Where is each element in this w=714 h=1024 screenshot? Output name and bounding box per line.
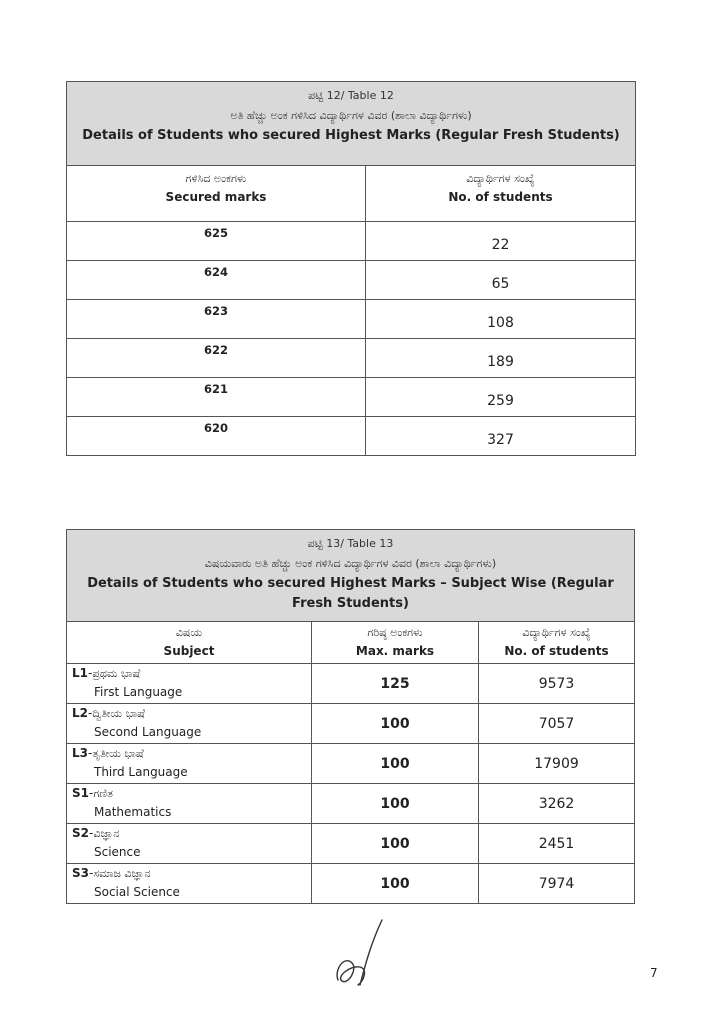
secured-marks-cell: 624 bbox=[67, 261, 366, 300]
subject-name-english: First Language bbox=[94, 685, 183, 699]
table-13-subtitle-kannada: ವಿಷಯವಾರು ಅತಿ ಹೆಚ್ಚು ಅಂಕ ಗಳಿಸಿದ ವಿದ್ಯಾರ್ಥಿಗಳ ವಿವರ (ಶಾಲಾ ವಿದ್ಯಾರ್ಥಿಗಳು) bbox=[204, 557, 497, 570]
max-marks-cell: 100 bbox=[312, 824, 479, 864]
table-row bbox=[67, 864, 635, 904]
students-count-cell: 2451 bbox=[479, 824, 635, 864]
table-12 bbox=[66, 81, 636, 456]
subject-name-english: Third Language bbox=[94, 765, 188, 779]
subject-code: L2 bbox=[72, 706, 88, 720]
students-count-cell: 259 bbox=[366, 378, 636, 417]
table-row bbox=[67, 378, 636, 417]
students-count-cell: 7974 bbox=[479, 864, 635, 904]
subject-cell: L3-ತೃತೀಯ ಭಾಷೆ Third Language bbox=[67, 744, 312, 784]
subject-name-kannada: ತೃತೀಯ ಭಾಷೆ bbox=[92, 747, 144, 760]
table-row bbox=[67, 300, 636, 339]
table-12-title-english: Details of Students who secured Highest Marks (Regular Fresh Students) bbox=[82, 128, 620, 143]
subject-code: L3 bbox=[72, 746, 88, 760]
table-row bbox=[67, 339, 636, 378]
table-13-header-max-marks bbox=[312, 622, 479, 664]
subject-name-kannada: ಗಣಿತ bbox=[93, 787, 113, 800]
students-count-cell: 189 bbox=[366, 339, 636, 378]
subject-code: S1 bbox=[72, 786, 89, 800]
table-row bbox=[67, 261, 636, 300]
header-subject-kannada: ವಿಷಯ bbox=[175, 626, 203, 639]
subject-code: L1 bbox=[72, 666, 88, 680]
secured-marks-cell: 623 bbox=[67, 300, 366, 339]
subject-name-kannada: ದ್ವಿತೀಯ ಭಾಷೆ bbox=[92, 707, 146, 720]
subject-name-english: Science bbox=[94, 845, 141, 859]
signature-image bbox=[330, 915, 390, 990]
header-max-marks-kannada: ಗರಿಷ್ಠ ಅಂಕಗಳು bbox=[367, 626, 423, 639]
table-13-caption bbox=[67, 530, 635, 622]
header-students-english: No. of students bbox=[448, 190, 553, 204]
table-12-caption bbox=[67, 82, 636, 166]
table-row bbox=[67, 222, 636, 261]
table-row bbox=[67, 417, 636, 456]
max-marks-cell: 100 bbox=[312, 704, 479, 744]
header-max-marks-english: Max. marks bbox=[355, 644, 435, 658]
table-12-title: ಪಟ್ಟಿ 12/ Table 12 bbox=[308, 89, 394, 102]
subject-cell: S2-ವಿಜ್ಞಾನ Science bbox=[67, 824, 312, 864]
subject-name-english: Second Language bbox=[94, 725, 202, 739]
table-12-header-students bbox=[366, 166, 636, 222]
subject-name-kannada: ವಿಜ್ಞಾನ bbox=[93, 827, 120, 840]
table-13 bbox=[66, 529, 635, 904]
secured-marks-cell: 625 bbox=[67, 222, 366, 261]
subject-code: S3 bbox=[72, 866, 89, 880]
max-marks-cell: 125 bbox=[312, 664, 479, 704]
table-13-header-subject bbox=[67, 622, 312, 664]
table-13-title: ಪಟ್ಟಿ 13/ Table 13 bbox=[307, 537, 394, 550]
subject-cell: S3-ಸಮಾಜ ವಿಜ್ಞಾನ Social Science bbox=[67, 864, 312, 904]
subject-cell: S1-ಗಣಿತ Mathematics bbox=[67, 784, 312, 824]
secured-marks-cell: 620 bbox=[67, 417, 366, 456]
students-count-cell: 3262 bbox=[479, 784, 635, 824]
page-number: 7 bbox=[650, 966, 658, 980]
header-subject-english: Subject bbox=[163, 644, 215, 658]
students-count-cell: 17909 bbox=[479, 744, 635, 784]
subject-name-kannada: ಸಮಾಜ ವಿಜ್ಞಾನ bbox=[93, 867, 151, 880]
subject-name-english: Social Science bbox=[94, 885, 180, 899]
table-12-header-marks bbox=[67, 166, 366, 222]
table-row bbox=[67, 744, 635, 784]
max-marks-cell: 100 bbox=[312, 784, 479, 824]
table-12-subtitle-kannada: ಅತಿ ಹೆಚ್ಚು ಅಂಕ ಗಳಿಸಿದ ವಿದ್ಯಾರ್ಥಿಗಳ ವಿವರ (ಶಾಲಾ ವಿದ್ಯಾರ್ಥಿಗಳು) bbox=[230, 109, 472, 122]
subject-code: S2 bbox=[72, 826, 89, 840]
secured-marks-cell: 621 bbox=[67, 378, 366, 417]
students-count-cell: 65 bbox=[366, 261, 636, 300]
secured-marks-cell: 622 bbox=[67, 339, 366, 378]
students-count-cell: 327 bbox=[366, 417, 636, 456]
subject-cell: L2-ದ್ವಿತೀಯ ಭಾಷೆ Second Language bbox=[67, 704, 312, 744]
students-count-cell: 108 bbox=[366, 300, 636, 339]
subject-name-kannada: ಪ್ರಥಮ ಭಾಷೆ bbox=[92, 667, 141, 680]
header-students-kannada: ವಿದ್ಯಾರ್ಥಿಗಳ ಸಂಖ್ಯೆ bbox=[522, 626, 591, 639]
table-row bbox=[67, 704, 635, 744]
max-marks-cell: 100 bbox=[312, 744, 479, 784]
table-13-title-english: Details of Students who secured Highest Marks – Subject Wise (Regular Fresh Students) bbox=[87, 576, 614, 611]
students-count-cell: 22 bbox=[366, 222, 636, 261]
subject-name-english: Mathematics bbox=[94, 805, 172, 819]
students-count-cell: 7057 bbox=[479, 704, 635, 744]
header-students-kannada: ವಿದ್ಯಾರ್ಥಿಗಳ ಸಂಖ್ಯೆ bbox=[466, 172, 535, 185]
subject-cell: L1-ಪ್ರಥಮ ಭಾಷೆ First Language bbox=[67, 664, 312, 704]
table-row bbox=[67, 664, 635, 704]
table-row bbox=[67, 824, 635, 864]
table-row bbox=[67, 784, 635, 824]
header-marks-kannada: ಗಳಿಸಿದ ಅಂಕಗಳು bbox=[185, 172, 247, 185]
max-marks-cell: 100 bbox=[312, 864, 479, 904]
students-count-cell: 9573 bbox=[479, 664, 635, 704]
header-marks-english: Secured marks bbox=[165, 190, 267, 204]
table-13-header-students bbox=[479, 622, 635, 664]
header-students-english: No. of students bbox=[504, 644, 609, 658]
